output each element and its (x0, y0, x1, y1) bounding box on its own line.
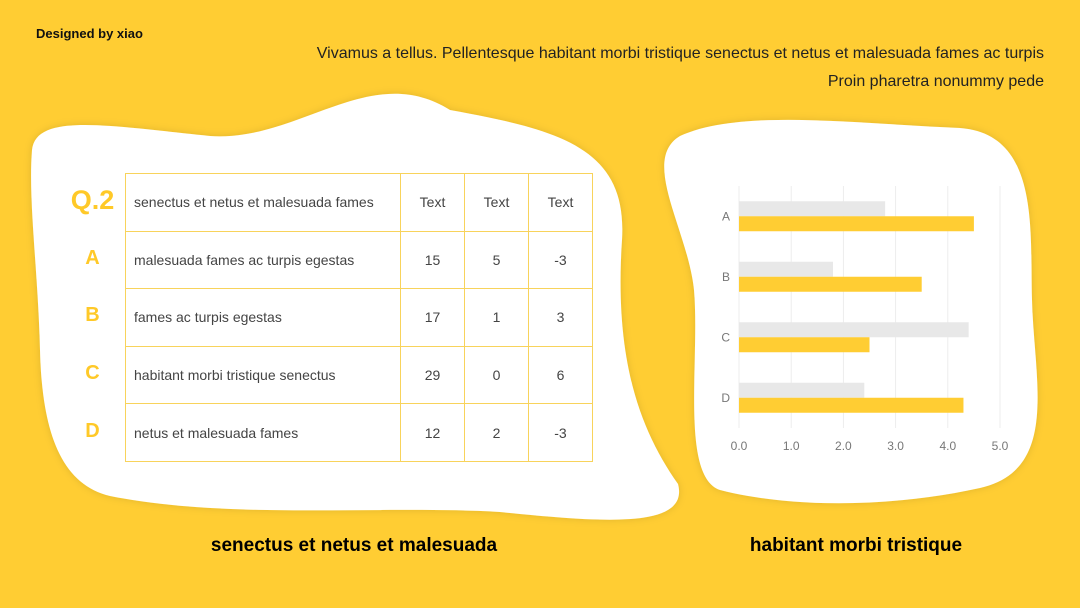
row-value: 17 (401, 289, 465, 347)
bar (739, 277, 922, 292)
x-tick-label: 0.0 (730, 439, 748, 453)
row-value: -3 (529, 231, 593, 289)
row-key: D (85, 419, 100, 442)
y-category-label: D (721, 390, 730, 405)
row-value: 1 (465, 289, 529, 347)
bar (739, 383, 864, 398)
y-category-label: B (721, 269, 730, 284)
designer-credit: Designed by xiao (36, 26, 143, 41)
x-tick-label: 2.0 (835, 439, 852, 453)
row-value: 2 (465, 404, 529, 462)
row-name: malesuada fames ac turpis egestas (126, 231, 401, 289)
x-tick-label: 5.0 (991, 439, 1009, 453)
bar (739, 262, 833, 277)
row-name: netus et malesuada fames (126, 404, 401, 462)
row-name: habitant morbi tristique senectus (126, 346, 401, 404)
row-key: B (85, 304, 100, 327)
row-key: C (85, 362, 100, 385)
row-name: fames ac turpis egestas (126, 289, 401, 347)
row-value: 12 (401, 404, 465, 462)
header-cell: Text (401, 174, 465, 232)
row-value: 29 (401, 346, 465, 404)
row-value: 3 (529, 289, 593, 347)
table-caption: senectus et netus et malesuada (210, 535, 498, 556)
bar (739, 201, 885, 216)
bar (739, 398, 963, 413)
bar (739, 216, 974, 231)
row-value: -3 (529, 404, 593, 462)
y-category-label: C (721, 330, 730, 345)
row-value: 15 (401, 231, 465, 289)
x-tick-label: 4.0 (939, 439, 957, 453)
x-tick-label: 1.0 (782, 439, 800, 453)
intro-paragraph: Vivamus a tellus. Pellentesque habitant morbi tristique senectus et netus et malesuada fames ac turpis Proin pharetra nonummy pede (316, 45, 1044, 90)
chart-caption: habitant morbi tristique (749, 535, 963, 556)
row-key: A (85, 246, 100, 269)
header-cell: senectus et netus et malesuada fames (126, 174, 401, 232)
row-value: 5 (465, 231, 529, 289)
header-cell: Text (529, 174, 593, 232)
row-value: 6 (529, 346, 593, 404)
row-value: 0 (465, 346, 529, 404)
x-tick-label: 3.0 (887, 439, 904, 453)
question-label: Q.2 (70, 185, 115, 216)
bar (739, 322, 969, 337)
header-cell: Text (465, 174, 529, 232)
y-category-label: A (721, 209, 730, 224)
bar (739, 337, 870, 352)
